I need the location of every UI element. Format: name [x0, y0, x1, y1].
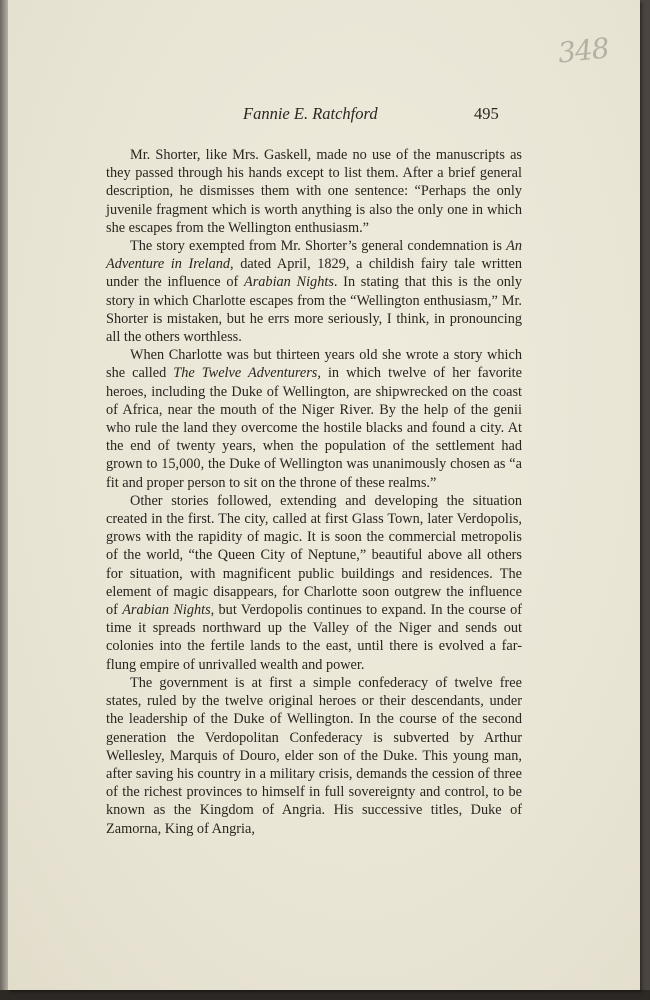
text-run: Other stories followed, extending and developing the situation created in the first. The city, called at first Glass Town, later Verdopolis, grows with the rapidity of magic. It is soon the commercial metropolis of the world, “the Queen City of Neptune,” beautiful above all others for situation, with magnificent public buildings and residences. The element of magic disappears, for Charlotte soon outgrew the influence of	[106, 492, 522, 619]
text-run: When Charlotte was but thirteen years old she wrote a story which she called	[106, 347, 522, 382]
text-run-italic: An Adventure in Ireland	[106, 238, 522, 273]
paragraph	[106, 492, 522, 674]
text-run: , in which twelve of her favorite heroes, including the Duke of Wellington, are shipwrecked on the coast of Africa, near the mouth of the Niger River. By the help of the genii who rule the land they overcome the hostile blacks and found a city. At the end of twenty years, when the population of the settlement had grown to 15,000, the Duke of Wellington was unanimously chosen as “a fit and proper person to sit on the throne of these realms.”	[106, 365, 522, 491]
scan-background-bottom	[0, 990, 650, 1000]
paragraph	[106, 346, 522, 492]
text-run: The story exempted from Mr. Shorter’s general condemnation is	[130, 238, 507, 255]
paragraph	[106, 674, 522, 838]
body-text	[106, 146, 522, 838]
pencil-annotation: 348	[556, 31, 611, 70]
text-run-italic: Arabian Nights	[243, 274, 334, 291]
running-head-author: Fannie E. Ratchford	[243, 104, 378, 123]
page-number: 495	[474, 104, 499, 123]
text-run: , but Verdopolis continues to expand. In the course of time it spreads northward up the Valley of the Niger and sends out colonies into the fertile lands to the east, until there is evolved a far-flung empire of unrivalled wealth and power.	[106, 602, 523, 673]
paragraph	[106, 146, 522, 237]
text-run: , dated April, 1829, a childish fairy tale written under the influence of	[106, 256, 523, 291]
running-head	[8, 104, 640, 126]
book-page	[8, 0, 640, 990]
text-run: . In stating that this is the only story in which Charlotte escapes from the “Wellington enthusiasm,” Mr. Shorter is mistaken, but he errs more seriously, I think, in pronouncing all the others worthless.	[106, 274, 522, 346]
text-run-italic: The Twelve Adventurers	[173, 365, 318, 382]
text-run-italic: Arabian Nights	[122, 602, 211, 619]
paragraph	[106, 237, 522, 346]
text-run: The government is at first a simple confederacy of twelve free states, ruled by the twelve original heroes or their descendants, under the leadership of the Duke of Wellington. In the course of the second generation the Verdopolitan Confederacy is subverted by Arthur Wellesley, Marquis of Douro, elder son of the Duke. This young man, after saving his country in a military crisis, demands the cession of three of the richest provinces to himself in full sovereignty and control, to be known as the Kingdom of Angria. His successive titles, Duke of Zamorna, King of Angria,	[106, 674, 522, 837]
scan-background-right	[640, 0, 650, 1000]
text-run: Mr. Shorter, like Mrs. Gaskell, made no use of the manuscripts as they passed through his hands except to list them. After a brief general description, he dismisses them with one sentence: “Perhaps the only juvenile fragment which is worth anything is also the only one in which she escapes from the Wellington enthusiasm.”	[106, 147, 522, 236]
